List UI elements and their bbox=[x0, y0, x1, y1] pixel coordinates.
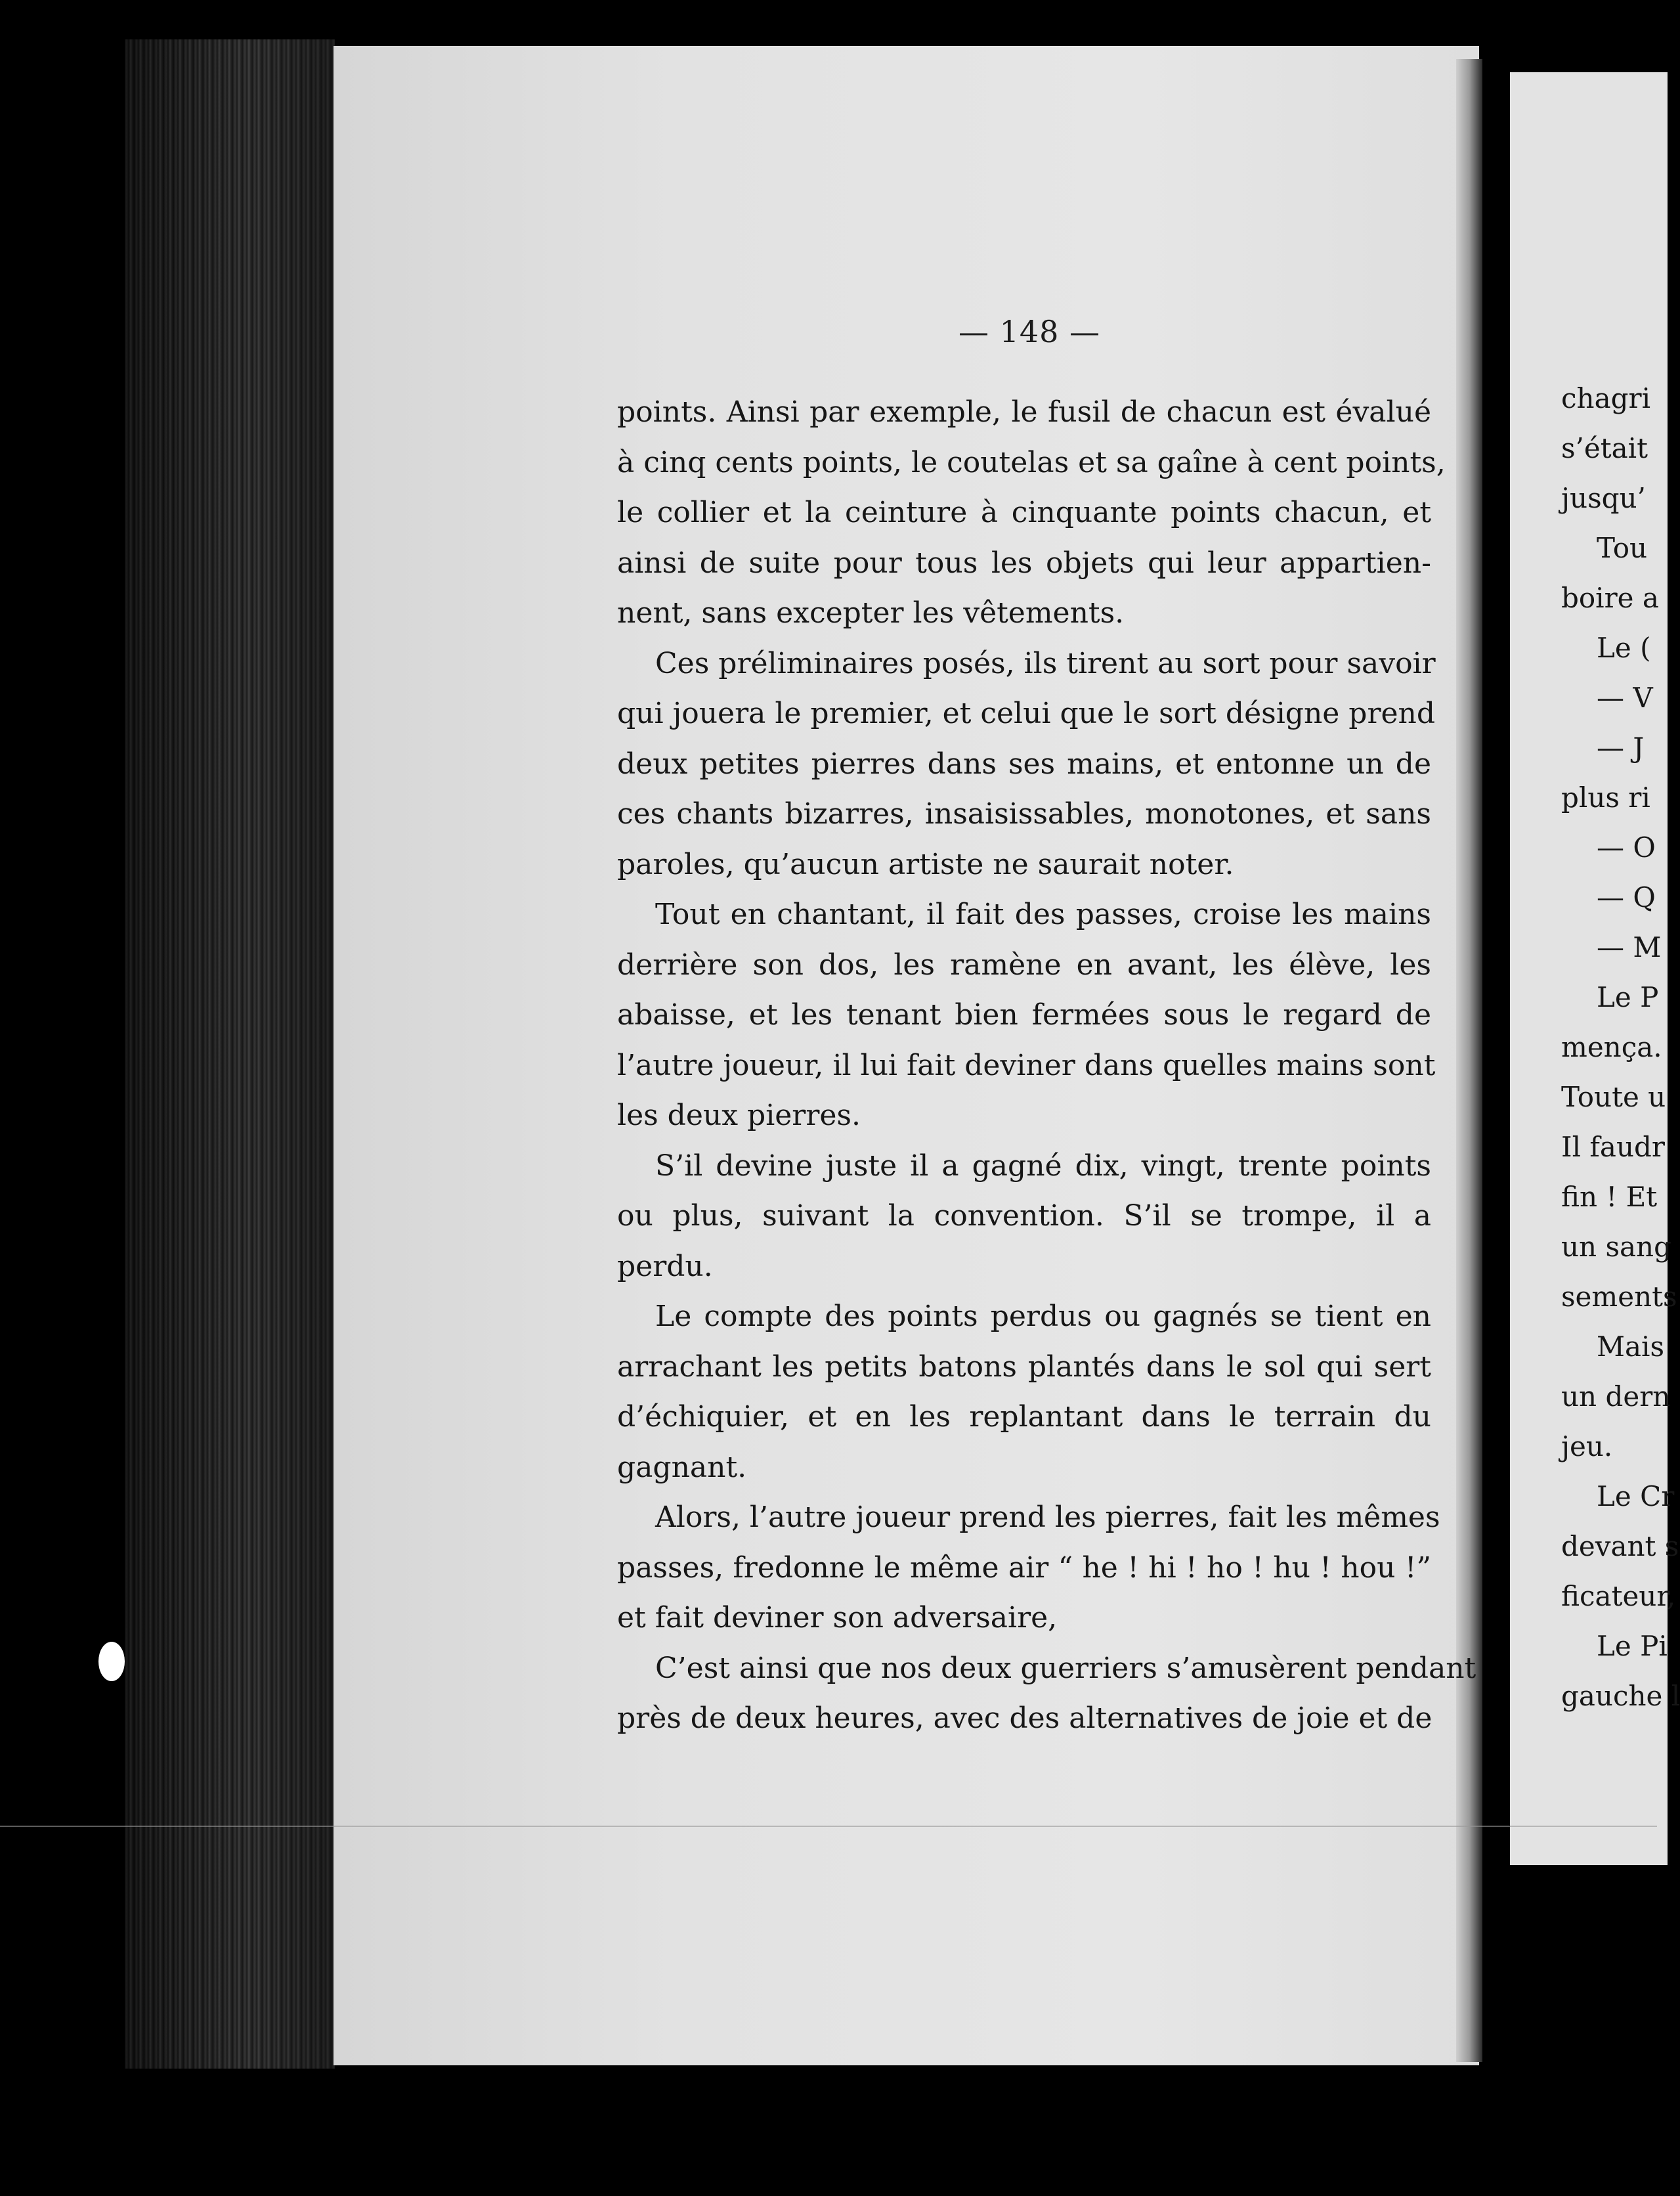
next-page-fragment: boire a bbox=[1561, 582, 1659, 614]
next-page-fragment: — J bbox=[1597, 732, 1645, 764]
text-line: deux petites pierres dans ses mains, et entonne un de bbox=[617, 747, 1431, 781]
text-line: Le compte des points perdus ou gagnés se tient en bbox=[655, 1300, 1431, 1333]
next-page-fragment: sements bbox=[1561, 1281, 1677, 1313]
next-page-fragment: Le ( bbox=[1597, 632, 1651, 664]
next-page-fragment: fin ! Et bbox=[1561, 1181, 1658, 1213]
next-page-fragment: — O bbox=[1597, 831, 1656, 864]
next-page-fragment: — Q bbox=[1597, 881, 1656, 913]
text-line: à cinq cents points, le coutelas et sa gaîne à cent points, bbox=[617, 445, 1446, 479]
next-page-fragment: Toute u bbox=[1561, 1081, 1666, 1113]
next-page-fragment: plus ri bbox=[1561, 781, 1650, 814]
text-line: points. Ainsi par exemple, le fusil de chacun est évalué bbox=[617, 395, 1431, 429]
text-line: les deux pierres. bbox=[617, 1099, 861, 1132]
next-page-fragment: mença. bbox=[1561, 1031, 1662, 1063]
text-line: et fait deviner son adversaire, bbox=[617, 1601, 1058, 1635]
next-page-fragment: Le Pi bbox=[1597, 1630, 1668, 1662]
next-page-fragment: jusqu’ bbox=[1561, 482, 1646, 514]
next-page-fragment: Le P bbox=[1597, 981, 1659, 1013]
next-page-fragment: Le Cr bbox=[1597, 1480, 1675, 1512]
text-line: près de deux heures, avec des alternatives de joie et de bbox=[617, 1702, 1432, 1735]
scan-line-artifact bbox=[0, 1826, 1657, 1827]
next-page-fragment: un dern bbox=[1561, 1380, 1671, 1413]
next-page-fragment: — V bbox=[1597, 682, 1653, 714]
next-page-fragment: un sang bbox=[1561, 1231, 1671, 1263]
text-line: abaisse, et les tenant bien fermées sous le regard de bbox=[617, 998, 1431, 1032]
text-line: gagnant. bbox=[617, 1450, 747, 1484]
next-page-fragment: ficateur, bbox=[1561, 1580, 1676, 1612]
page-number: — 148 — bbox=[958, 314, 1101, 349]
text-line: passes, fredonne le même air “ he ! hi ! ho ! hu ! hou !” bbox=[617, 1550, 1431, 1585]
text-line: Tout en chantant, il fait des passes, croise les mains bbox=[655, 898, 1431, 931]
next-page-fragment: Il faudr bbox=[1561, 1131, 1665, 1163]
page-text bbox=[617, 387, 1476, 1744]
next-page-fragment: gauche l bbox=[1561, 1680, 1680, 1712]
text-line: paroles, qu’aucun artiste ne saurait noter. bbox=[617, 847, 1234, 881]
text-line: Alors, l’autre joueur prend les pierres, fait les mêmes bbox=[655, 1501, 1440, 1534]
next-page-fragment: s’était bbox=[1561, 432, 1648, 464]
text-line: l’autre joueur, il lui fait deviner dans quelles mains sont bbox=[617, 1048, 1436, 1082]
text-line: le collier et la ceinture à cinquante points chacun, et bbox=[617, 496, 1431, 529]
text-line: qui jouera le premier, et celui que le sort désigne prend bbox=[617, 697, 1436, 730]
next-page-fragment: Mais bbox=[1597, 1330, 1665, 1363]
next-page-fragment: Tou bbox=[1597, 532, 1648, 564]
spine-shadow bbox=[125, 39, 335, 2069]
next-page-fragment: devant s bbox=[1561, 1530, 1679, 1562]
text-line: arrachant les petits batons plantés dans le sol qui sert bbox=[617, 1350, 1431, 1384]
text-line: S’il devine juste il a gagné dix, vingt, trente points bbox=[655, 1149, 1431, 1183]
scan-speck bbox=[98, 1642, 125, 1681]
text-line: ou plus, suivant la convention. S’il se trompe, il a bbox=[617, 1199, 1431, 1233]
text-line: ces chants bizarres, insaisissables, monotones, et sans bbox=[617, 797, 1431, 831]
text-line: C’est ainsi que nos deux guerriers s’amusèrent pendant bbox=[655, 1651, 1476, 1685]
next-page-fragment: jeu. bbox=[1561, 1430, 1613, 1462]
text-line: perdu. bbox=[617, 1249, 713, 1283]
text-line: d’échiquier, et en les replantant dans le terrain du bbox=[617, 1400, 1431, 1434]
text-line: nent, sans excepter les vêtements. bbox=[617, 596, 1125, 630]
text-line: derrière son dos, les ramène en avant, les élève, les bbox=[617, 948, 1431, 982]
next-page-fragment: chagri bbox=[1561, 382, 1651, 414]
page-edge-shadow bbox=[1456, 59, 1482, 2062]
next-page-fragment: — M bbox=[1597, 931, 1662, 963]
text-line: ainsi de suite pour tous les objets qui leur appartien- bbox=[617, 546, 1431, 580]
text-line: Ces préliminaires posés, ils tirent au sort pour savoir bbox=[655, 646, 1436, 680]
